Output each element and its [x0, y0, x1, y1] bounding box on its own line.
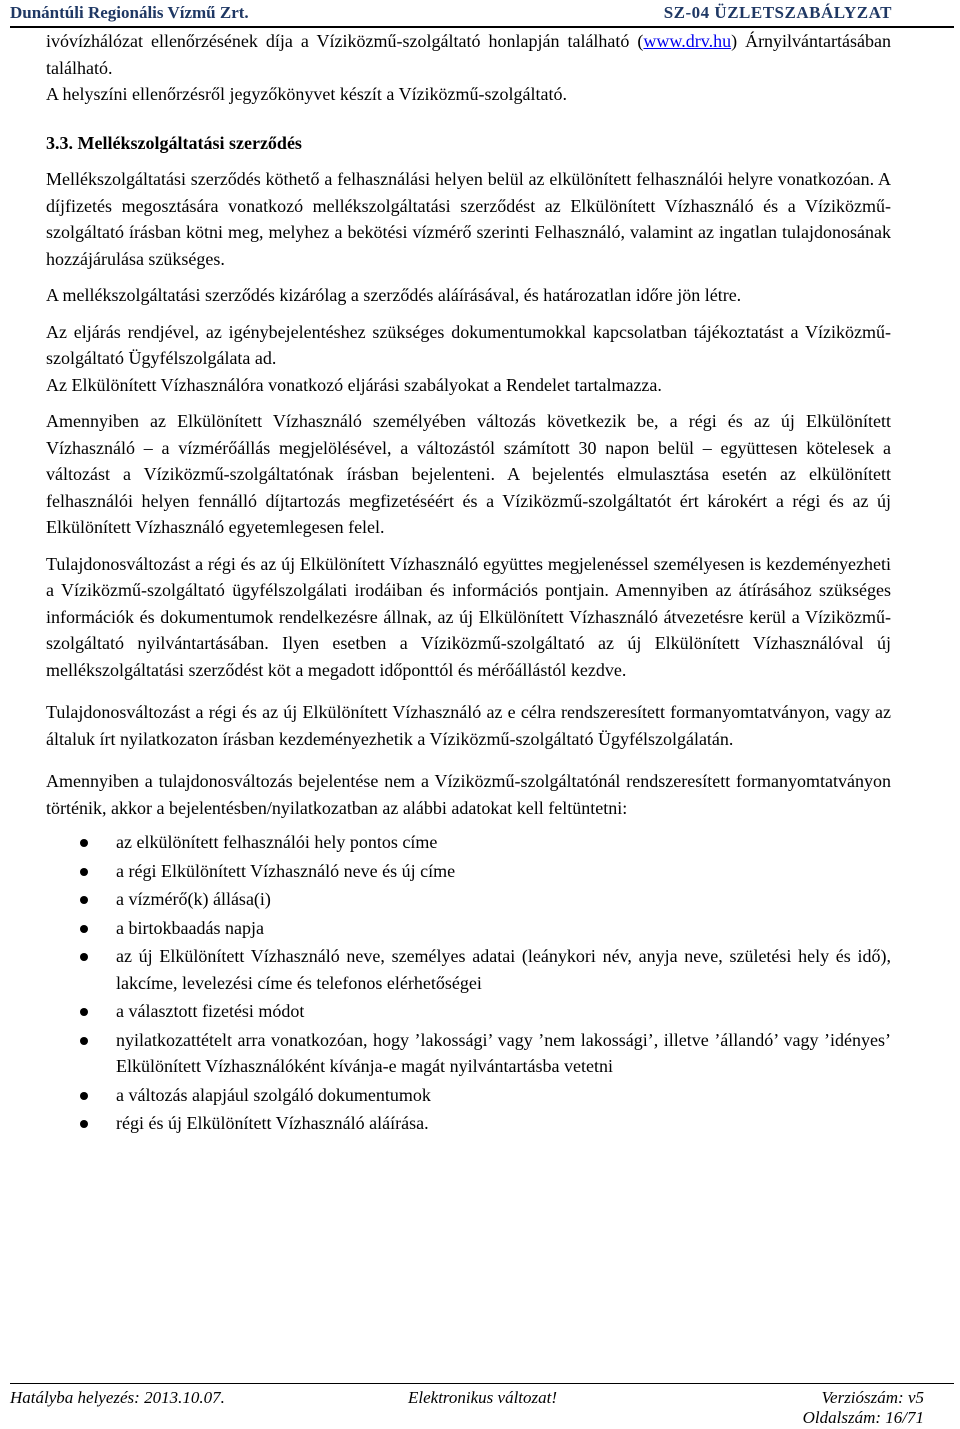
- paragraph-4: Az Elkülönített Vízhasználóra vonatkozó eljárási szabályokat a Rendelet tartalmazza.: [46, 374, 662, 395]
- list-item: nyilatkozattételt arra vonatkozóan, hogy ’lakossági’ vagy ’nem lakossági’, illetve ’állandó’ vagy ’idényes’ Elkülönített Vízhasználóként kívánja-e magát nyilvántartásba vetetni: [116, 1027, 891, 1080]
- paragraph-1: Mellékszolgáltatási szerződés köthető a felhasználási helyen belül az elkülönített felhasználói helyre vonatkozóan. A díjfizetés megosztására vonatkozó mellékszolgáltatási szerződést az Elkülönített Vízhasználó és a Víziközmű-szolgáltató írásban kötni meg, melyhez a bekötési vízmérő szerinti Felhasználó, valamint az ingatlan tulajdonosának hozzájárulása szükséges.: [46, 169, 891, 269]
- intro-text-end: ) Árnyilvántartásában található.: [46, 31, 892, 78]
- list-item: régi és új Elkülönített Vízhasználó aláírása.: [116, 1110, 891, 1137]
- list-item: a régi Elkülönített Vízhasználó neve és új címe: [116, 858, 891, 885]
- section-heading: 3.3. Mellékszolgáltatási szerződés: [46, 132, 302, 153]
- required-data-list: [46, 829, 891, 1137]
- list-item: az új Elkülönített Vízhasználó neve, személyes adatai (leánykori név, anyja neve, születési hely és idő), lakcíme, levelezési címe és telefonos elérhetőségei: [116, 943, 891, 996]
- intro-text: ivóvízhálózat ellenőrzésének díja a Víziközmű-szolgáltató honlapján található (: [46, 31, 644, 51]
- document-code: SZ-04 ÜZLETSZABÁLYZAT: [663, 3, 892, 22]
- page-header: [10, 2, 954, 28]
- paragraph-2: A mellékszolgáltatási szerződés kizárólag a szerződés aláírásával, és határozatlan időre jön létre.: [46, 285, 742, 305]
- paragraph-6: Tulajdonosváltozást a régi és az új Elkülönített Vízhasználó együttes megjelenéssel személyesen is kezdeményezheti a Víziközmű-szolgáltató ügyfélszolgálati irodáiban és információs pontjain. Amennyiben az átírásához szükséges információk és dokumentumok rendelkezésre állnak, az új Elkülönített Vízhasználó átvezetésre kerül a Víziközmű-szolgáltató nyilvántartásában. Ilyen esetben a Víziközmű-szolgáltató az új Elkülönített Vízhasználóval új mellékszolgáltatási szerződést köt a megadott időponttól és mérőállástól kezdve.: [46, 553, 891, 680]
- page-content: [46, 28, 891, 1139]
- page-footer: [10, 1383, 954, 1428]
- drv-website-link[interactable]: www.drv.hu: [643, 31, 732, 51]
- company-name: Dunántúli Regionális Vízmű Zrt.: [10, 3, 249, 22]
- list-item: a birtokbaadás napja: [116, 915, 891, 942]
- paragraph-8: Amennyiben a tulajdonosváltozás bejelentése nem a Víziközmű-szolgáltatónál rendszeresített formanyomtatványon történik, akkor a bejelentésben/nyilatkozatban az alábbi adatokat kell feltüntetni:: [46, 771, 891, 818]
- paragraph-3: Az eljárás rendjével, az igénybejelentéshez szükséges dokumentumokkal kapcsolatban tájékoztatást a Víziközmű-szolgáltató Ügyfélszolgálata ad.: [46, 321, 891, 368]
- list-item: a választott fizetési módot: [116, 998, 891, 1025]
- effective-date: Hatályba helyezés: 2013.10.07.: [10, 1388, 225, 1407]
- list-item: a változás alapjául szolgáló dokumentumok: [116, 1082, 891, 1109]
- paragraph-5: Amennyiben az Elkülönített Vízhasználó személyében változás következik be, a régi és az új Elkülönített Vízhasználó – a vízmérőállás megjelölésével, a változástól számított 30 napon belül – együttesen kötelesek a változást a Víziközmű-szolgáltatónak írásban bejelenteni. A bejelentés elmulasztása esetén az elkülönített felhasználói helyen fennálló díjtartozás megfizetéséért és a Víziközmű-szolgáltatót ért károkért a régi és az új Elkülönített Vízhasználó egyetemlegesen felel.: [46, 411, 891, 537]
- electronic-version-note: Elektronikus változat!: [408, 1388, 558, 1407]
- inspection-note: A helyszíni ellenőrzésről jegyzőkönyvet készít a Víziközmű-szolgáltató.: [46, 84, 568, 104]
- version-number: Verziószám: v5: [821, 1388, 924, 1407]
- list-item: a vízmérő(k) állása(i): [116, 886, 891, 913]
- list-item: az elkülönített felhasználói hely pontos címe: [116, 829, 891, 856]
- intro-paragraph: [46, 28, 891, 81]
- page-number: Oldalszám: 16/71: [802, 1408, 924, 1427]
- paragraph-7: Tulajdonosváltozást a régi és az új Elkülönített Vízhasználó az e célra rendszeresített formanyomtatványon, vagy az általuk írt nyilatkozaton írásban kezdeményezhetik a Víziközmű-szolgáltató Ügyfélszolgálatán.: [46, 702, 891, 749]
